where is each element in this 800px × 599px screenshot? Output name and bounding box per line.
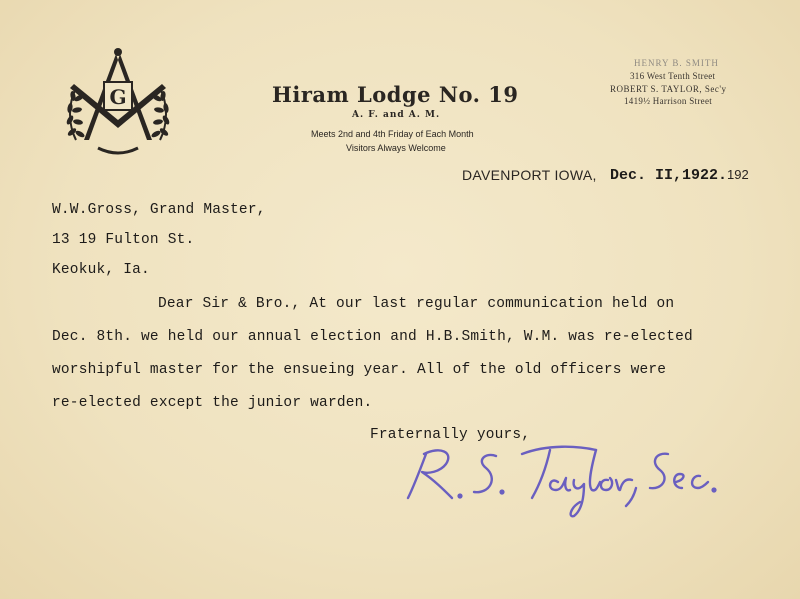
typed-date: Dec. II,1922. <box>610 167 728 184</box>
closing: Fraternally yours, <box>370 427 531 443</box>
addressee-line-2: 13 19 Fulton St. <box>52 232 195 248</box>
officer-address-2: 1419½ Harrison Street <box>624 96 713 106</box>
addressee-line-3: Keokuk, Ia. <box>52 262 150 278</box>
body-line-2: Dec. 8th. we held our annual election and H.B.Smith, W.M. was re-elected <box>52 329 693 345</box>
lodge-name: Hiram Lodge No. 19 <box>272 82 519 107</box>
body-line-3: worshipful master for the ensueing year. All of the old officers were <box>52 362 667 378</box>
addressee-line-1: W.W.Gross, Grand Master, <box>52 202 266 218</box>
officer-name-1: HENRY B. SMITH <box>634 58 719 68</box>
lodge-affiliation: A. F. and A. M. <box>352 110 441 120</box>
masonic-square-compass-icon <box>62 44 174 162</box>
dateline-date <box>610 167 749 184</box>
officer-name-2: ROBERT S. TAYLOR, Sec'y <box>610 84 727 94</box>
body-line-4: re-elected except the junior warden. <box>52 395 373 411</box>
officer-address-1: 316 West Tenth Street <box>630 71 716 81</box>
body-line-1: Dear Sir & Bro., At our last regular communication held on <box>158 296 675 312</box>
handwritten-signature <box>400 432 720 518</box>
emblem-letter: G <box>109 85 127 109</box>
visitors-note: Visitors Always Welcome <box>346 143 446 153</box>
dateline-city: DAVENPORT IOWA, <box>462 167 597 183</box>
meeting-schedule: Meets 2nd and 4th Friday of Each Month <box>311 129 474 139</box>
printed-year-suffix: 192 <box>727 167 749 182</box>
